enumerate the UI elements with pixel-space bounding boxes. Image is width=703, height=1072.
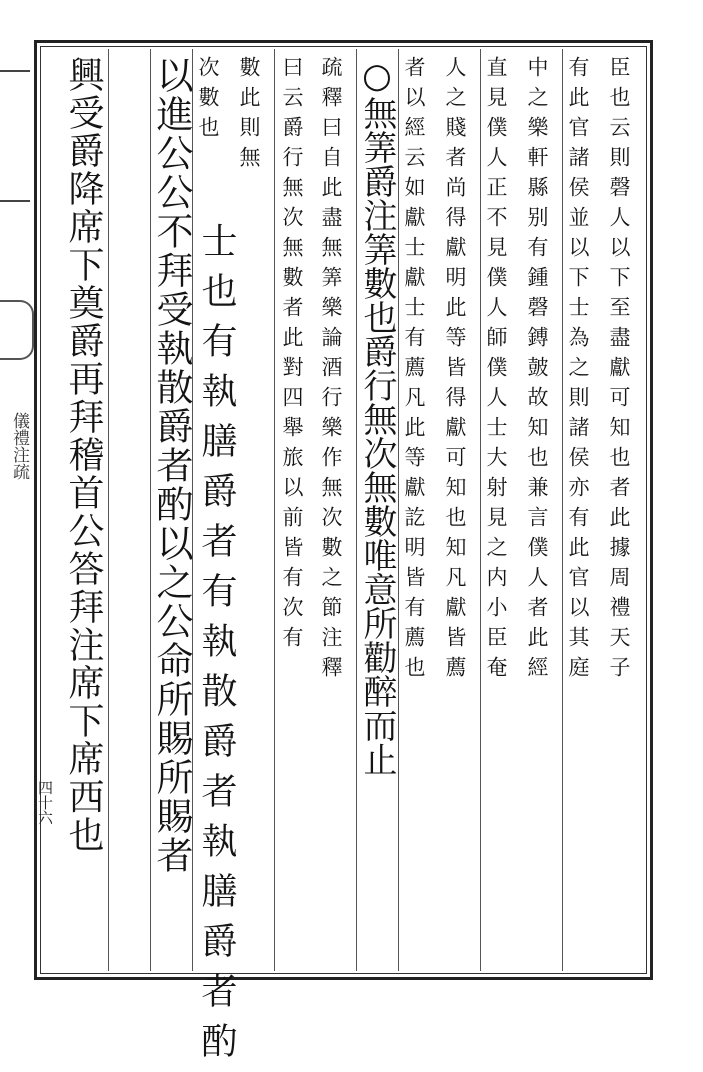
column-rule	[398, 49, 399, 971]
margin-title: 儀禮注疏	[9, 412, 29, 480]
fish-tail-emblem	[0, 300, 34, 360]
commentary-column-5: 人之賤者尚得獻明此等皆得獻可知也知凡獻皆薦	[443, 56, 467, 686]
main-text-column-3: 以進公公不拜受執散爵者酌以之公命所賜所賜者	[150, 56, 193, 875]
commentary-column-2: 有此官諸侯並以下士為之則諸侯亦有此官以其庭	[566, 56, 590, 686]
column-rule	[562, 49, 563, 971]
margin-tick	[0, 200, 30, 202]
commentary-column-10: 次數也	[196, 56, 220, 146]
column-rule	[480, 49, 481, 971]
page-number: 四十六	[36, 780, 54, 825]
margin-tick	[0, 70, 30, 72]
commentary-column-3: 中之樂軒縣别有鍾磬鎛皷故知也兼言僕人者此經	[525, 56, 549, 686]
commentary-column-7: 疏釋曰自此盡無筭樂論酒行樂作無次數之節注釋	[319, 56, 343, 686]
main-text-column-4: 興受爵降席下奠爵再拜稽首公答拜注席下席西也	[63, 56, 104, 854]
main-text-column-1: ○無筭爵注筭數也爵行無次無數唯意所勸醉而止	[357, 56, 397, 776]
commentary-column-8: 曰云爵行無次無數者此對四舉旅以前皆有次有	[280, 56, 304, 656]
commentary-column-1: 臣也云則磬人以下至盡獻可知也者此據周禮天子	[607, 56, 631, 686]
commentary-column-9: 數此則無	[237, 56, 261, 176]
column-rule	[108, 49, 109, 971]
main-text-column-2: 士也有執膳爵者有執散爵者執膳爵者酌	[196, 222, 237, 1072]
commentary-column-6: 者以經云如獻士獻士有薦凡此等獻訖明皆有薦也	[402, 56, 426, 686]
column-rule	[274, 49, 275, 971]
page-frame-inner	[40, 46, 647, 1072]
commentary-column-4: 直見僕人正不見僕人師僕人士大射見之内小臣奄	[484, 56, 508, 686]
